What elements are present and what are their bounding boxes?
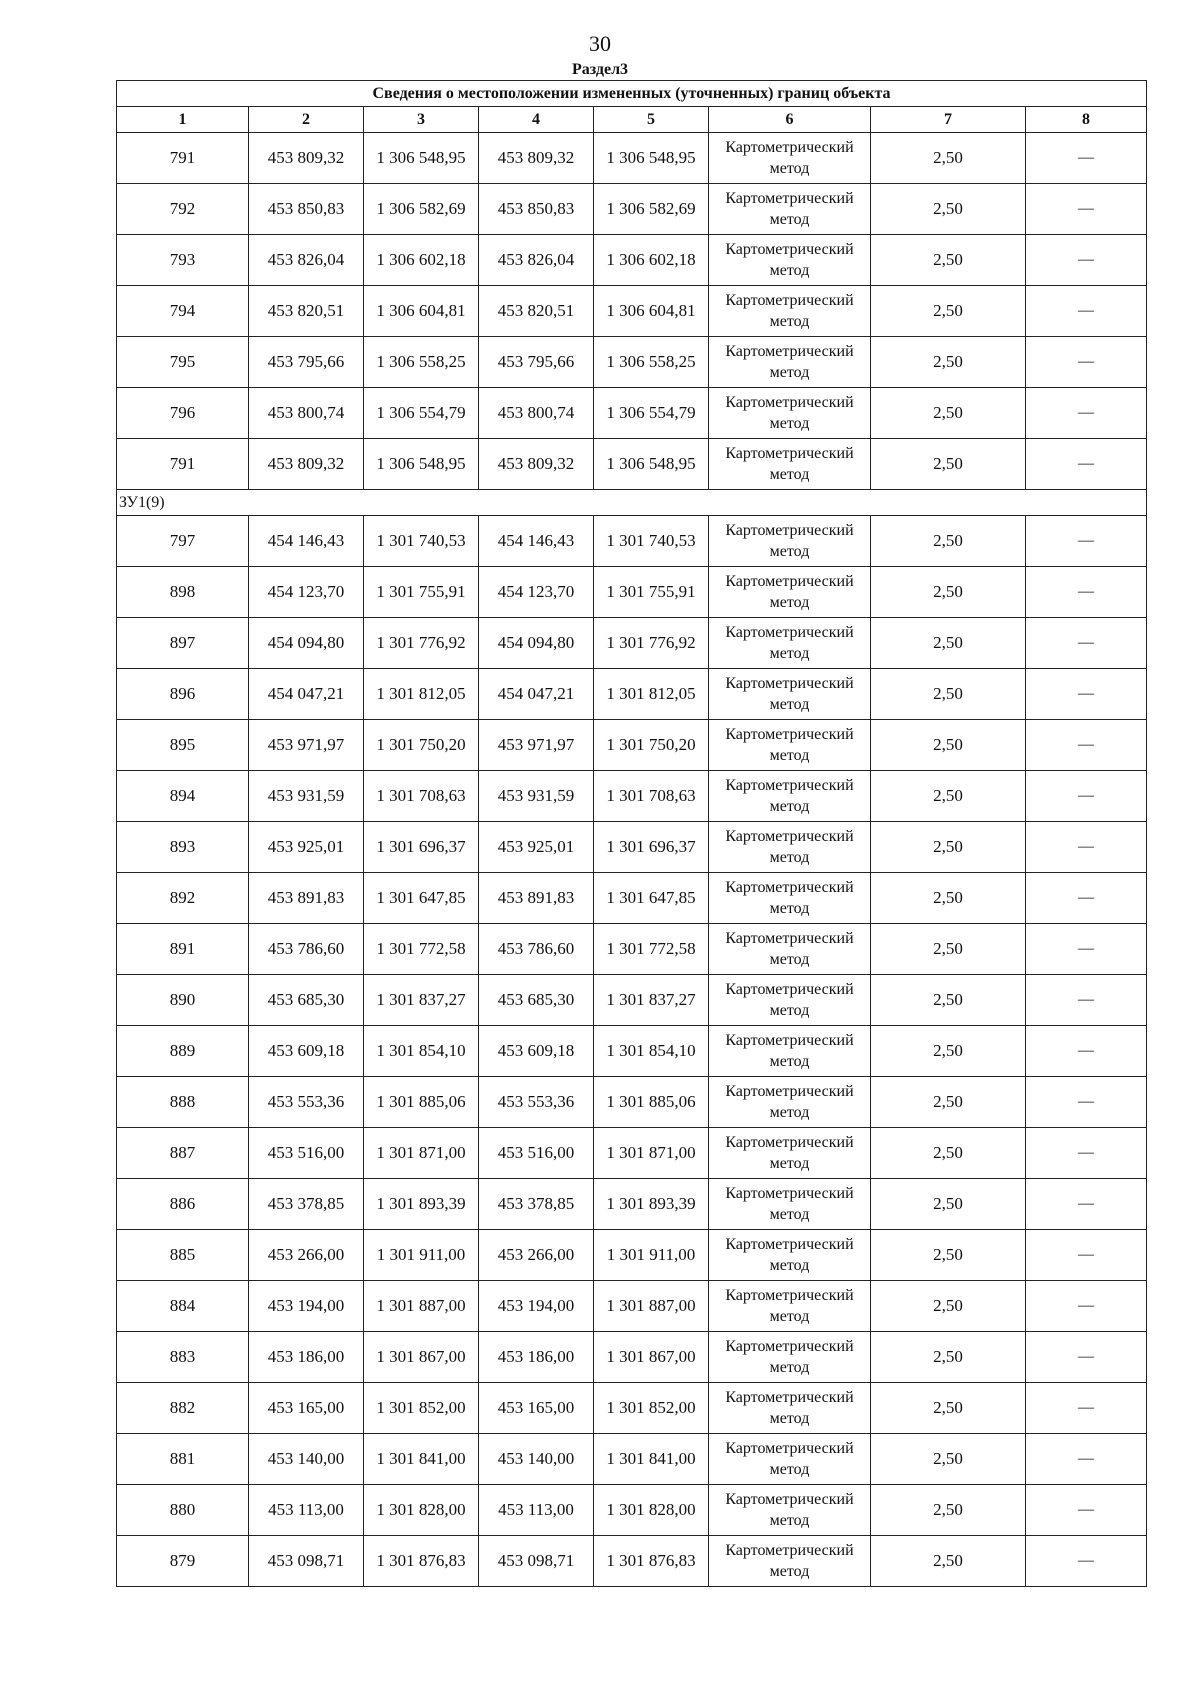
method: Картометрический метод [709,1485,871,1536]
point-number: 885 [117,1230,249,1281]
x-coordinate-new: 453 553,36 [479,1077,594,1128]
accuracy: 2,50 [871,1281,1026,1332]
table-row [117,1281,1147,1332]
method: Картометрический метод [709,1230,871,1281]
column-number: 1 [117,107,249,133]
x-coordinate-new: 454 146,43 [479,516,594,567]
accuracy: 2,50 [871,1485,1026,1536]
table-row [117,924,1147,975]
description: — [1026,235,1147,286]
y-coordinate-new: 1 301 750,20 [594,720,709,771]
table-row [117,1485,1147,1536]
x-coordinate-new: 453 786,60 [479,924,594,975]
x-coordinate-existing: 453 800,74 [249,388,364,439]
y-coordinate-new: 1 306 548,95 [594,439,709,490]
method: Картометрический метод [709,337,871,388]
accuracy: 2,50 [871,720,1026,771]
column-number: 8 [1026,107,1147,133]
x-coordinate-existing: 453 971,97 [249,720,364,771]
y-coordinate-new: 1 301 828,00 [594,1485,709,1536]
point-number: 795 [117,337,249,388]
y-coordinate-existing: 1 301 852,00 [364,1383,479,1434]
x-coordinate-existing: 453 113,00 [249,1485,364,1536]
accuracy: 2,50 [871,1128,1026,1179]
description: — [1026,1230,1147,1281]
column-number: 6 [709,107,871,133]
y-coordinate-existing: 1 301 893,39 [364,1179,479,1230]
accuracy: 2,50 [871,337,1026,388]
method: Картометрический метод [709,1179,871,1230]
x-coordinate-existing: 453 165,00 [249,1383,364,1434]
y-coordinate-existing: 1 301 772,58 [364,924,479,975]
point-number: 791 [117,133,249,184]
accuracy: 2,50 [871,516,1026,567]
column-number-row [117,107,1147,133]
accuracy: 2,50 [871,669,1026,720]
accuracy: 2,50 [871,1179,1026,1230]
x-coordinate-existing: 453 378,85 [249,1179,364,1230]
y-coordinate-new: 1 301 885,06 [594,1077,709,1128]
x-coordinate-new: 453 685,30 [479,975,594,1026]
method: Картометрический метод [709,771,871,822]
y-coordinate-new: 1 306 604,81 [594,286,709,337]
description: — [1026,184,1147,235]
x-coordinate-new: 453 826,04 [479,235,594,286]
y-coordinate-existing: 1 301 885,06 [364,1077,479,1128]
point-number: 794 [117,286,249,337]
y-coordinate-existing: 1 306 548,95 [364,133,479,184]
x-coordinate-existing: 453 809,32 [249,439,364,490]
accuracy: 2,50 [871,235,1026,286]
y-coordinate-existing: 1 301 911,00 [364,1230,479,1281]
y-coordinate-new: 1 301 911,00 [594,1230,709,1281]
x-coordinate-new: 453 820,51 [479,286,594,337]
y-coordinate-existing: 1 301 871,00 [364,1128,479,1179]
y-coordinate-existing: 1 306 582,69 [364,184,479,235]
section-title: Раздел3 [571,61,629,78]
x-coordinate-existing: 453 795,66 [249,337,364,388]
x-coordinate-new: 453 800,74 [479,388,594,439]
y-coordinate-new: 1 301 876,83 [594,1536,709,1587]
description: — [1026,975,1147,1026]
accuracy: 2,50 [871,439,1026,490]
accuracy: 2,50 [871,618,1026,669]
x-coordinate-new: 453 266,00 [479,1230,594,1281]
y-coordinate-new: 1 301 772,58 [594,924,709,975]
x-coordinate-new: 453 113,00 [479,1485,594,1536]
y-coordinate-new: 1 306 558,25 [594,337,709,388]
description: — [1026,133,1147,184]
point-number: 791 [117,439,249,490]
description: — [1026,1485,1147,1536]
description: — [1026,439,1147,490]
point-number: 895 [117,720,249,771]
description: — [1026,1026,1147,1077]
x-coordinate-new: 453 971,97 [479,720,594,771]
table-row [117,822,1147,873]
description: — [1026,771,1147,822]
x-coordinate-existing: 454 146,43 [249,516,364,567]
method: Картометрический метод [709,1434,871,1485]
accuracy: 2,50 [871,388,1026,439]
y-coordinate-new: 1 301 696,37 [594,822,709,873]
table-row [117,1434,1147,1485]
table-row [117,1077,1147,1128]
y-coordinate-new: 1 306 554,79 [594,388,709,439]
description: — [1026,1383,1147,1434]
y-coordinate-existing: 1 301 867,00 [364,1332,479,1383]
table-row [117,1128,1147,1179]
method: Картометрический метод [709,822,871,873]
table-row [117,567,1147,618]
x-coordinate-existing: 453 850,83 [249,184,364,235]
x-coordinate-new: 454 047,21 [479,669,594,720]
y-coordinate-existing: 1 301 887,00 [364,1281,479,1332]
x-coordinate-existing: 454 123,70 [249,567,364,618]
x-coordinate-new: 453 516,00 [479,1128,594,1179]
method: Картометрический метод [709,924,871,975]
point-number: 884 [117,1281,249,1332]
x-coordinate-existing: 453 826,04 [249,235,364,286]
method: Картометрический метод [709,1383,871,1434]
y-coordinate-new: 1 306 602,18 [594,235,709,286]
x-coordinate-new: 453 186,00 [479,1332,594,1383]
x-coordinate-new: 453 194,00 [479,1281,594,1332]
point-number: 891 [117,924,249,975]
y-coordinate-existing: 1 301 812,05 [364,669,479,720]
description: — [1026,720,1147,771]
y-coordinate-new: 1 301 852,00 [594,1383,709,1434]
method: Картометрический метод [709,235,871,286]
description: — [1026,1281,1147,1332]
column-number: 2 [249,107,364,133]
x-coordinate-existing: 453 266,00 [249,1230,364,1281]
x-coordinate-new: 454 123,70 [479,567,594,618]
point-number: 793 [117,235,249,286]
x-coordinate-existing: 453 809,32 [249,133,364,184]
x-coordinate-existing: 453 891,83 [249,873,364,924]
point-number: 883 [117,1332,249,1383]
table-row [117,873,1147,924]
method: Картометрический метод [709,975,871,1026]
x-coordinate-existing: 453 685,30 [249,975,364,1026]
method: Картометрический метод [709,1536,871,1587]
y-coordinate-existing: 1 301 837,27 [364,975,479,1026]
accuracy: 2,50 [871,1332,1026,1383]
y-coordinate-existing: 1 301 696,37 [364,822,479,873]
table-body [117,81,1147,1587]
accuracy: 2,50 [871,1536,1026,1587]
column-number: 5 [594,107,709,133]
description: — [1026,567,1147,618]
table-row [117,1230,1147,1281]
point-number: 879 [117,1536,249,1587]
x-coordinate-existing: 453 186,00 [249,1332,364,1383]
table-row [117,1026,1147,1077]
point-number: 897 [117,618,249,669]
method: Картометрический метод [709,286,871,337]
description: — [1026,1536,1147,1587]
y-coordinate-existing: 1 301 828,00 [364,1485,479,1536]
x-coordinate-new: 453 795,66 [479,337,594,388]
x-coordinate-new: 453 378,85 [479,1179,594,1230]
y-coordinate-existing: 1 306 602,18 [364,235,479,286]
y-coordinate-existing: 1 301 750,20 [364,720,479,771]
point-number: 896 [117,669,249,720]
x-coordinate-existing: 453 140,00 [249,1434,364,1485]
accuracy: 2,50 [871,924,1026,975]
description: — [1026,669,1147,720]
method: Картометрический метод [709,1128,871,1179]
x-coordinate-new: 453 609,18 [479,1026,594,1077]
method: Картометрический метод [709,720,871,771]
y-coordinate-existing: 1 301 876,83 [364,1536,479,1587]
y-coordinate-existing: 1 301 841,00 [364,1434,479,1485]
table-row [117,388,1147,439]
y-coordinate-existing: 1 301 740,53 [364,516,479,567]
table-row [117,1536,1147,1587]
coordinates-table [116,80,1147,1587]
accuracy: 2,50 [871,184,1026,235]
accuracy: 2,50 [871,1383,1026,1434]
table-caption: Сведения о местоположении измененных (уточненных) границ объекта [117,81,1147,107]
point-number: 880 [117,1485,249,1536]
method: Картометрический метод [709,567,871,618]
accuracy: 2,50 [871,286,1026,337]
accuracy: 2,50 [871,1077,1026,1128]
description: — [1026,337,1147,388]
description: — [1026,924,1147,975]
group-label: ЗУ1(9) [117,490,1147,516]
table-row [117,235,1147,286]
y-coordinate-new: 1 301 841,00 [594,1434,709,1485]
column-number: 4 [479,107,594,133]
y-coordinate-new: 1 306 548,95 [594,133,709,184]
accuracy: 2,50 [871,1026,1026,1077]
x-coordinate-existing: 454 094,80 [249,618,364,669]
accuracy: 2,50 [871,567,1026,618]
y-coordinate-existing: 1 301 854,10 [364,1026,479,1077]
x-coordinate-new: 453 931,59 [479,771,594,822]
table-row [117,618,1147,669]
x-coordinate-new: 453 098,71 [479,1536,594,1587]
method: Картометрический метод [709,1281,871,1332]
x-coordinate-new: 453 850,83 [479,184,594,235]
table-row [117,669,1147,720]
method: Картометрический метод [709,873,871,924]
y-coordinate-new: 1 301 837,27 [594,975,709,1026]
point-number: 792 [117,184,249,235]
point-number: 886 [117,1179,249,1230]
y-coordinate-existing: 1 306 554,79 [364,388,479,439]
description: — [1026,1077,1147,1128]
table-row [117,337,1147,388]
accuracy: 2,50 [871,873,1026,924]
group-label-row [117,490,1147,516]
x-coordinate-new: 453 165,00 [479,1383,594,1434]
table-row [117,439,1147,490]
accuracy: 2,50 [871,1230,1026,1281]
x-coordinate-new: 453 140,00 [479,1434,594,1485]
table-row [117,286,1147,337]
x-coordinate-existing: 453 516,00 [249,1128,364,1179]
description: — [1026,286,1147,337]
x-coordinate-existing: 453 820,51 [249,286,364,337]
point-number: 797 [117,516,249,567]
method: Картометрический метод [709,1026,871,1077]
accuracy: 2,50 [871,771,1026,822]
y-coordinate-existing: 1 306 604,81 [364,286,479,337]
y-coordinate-new: 1 301 867,00 [594,1332,709,1383]
y-coordinate-existing: 1 301 776,92 [364,618,479,669]
table-row [117,1179,1147,1230]
y-coordinate-new: 1 301 776,92 [594,618,709,669]
y-coordinate-new: 1 301 854,10 [594,1026,709,1077]
description: — [1026,388,1147,439]
x-coordinate-existing: 453 098,71 [249,1536,364,1587]
table-row [117,1383,1147,1434]
point-number: 888 [117,1077,249,1128]
y-coordinate-existing: 1 301 647,85 [364,873,479,924]
point-number: 882 [117,1383,249,1434]
point-number: 889 [117,1026,249,1077]
column-number: 7 [871,107,1026,133]
y-coordinate-new: 1 301 893,39 [594,1179,709,1230]
method: Картометрический метод [709,618,871,669]
point-number: 898 [117,567,249,618]
method: Картометрический метод [709,669,871,720]
accuracy: 2,50 [871,975,1026,1026]
table-row [117,516,1147,567]
y-coordinate-existing: 1 306 558,25 [364,337,479,388]
table-caption-row [117,81,1147,107]
table-row [117,975,1147,1026]
y-coordinate-existing: 1 301 708,63 [364,771,479,822]
x-coordinate-new: 453 809,32 [479,133,594,184]
method: Картометрический метод [709,1077,871,1128]
table-row [117,133,1147,184]
y-coordinate-new: 1 301 755,91 [594,567,709,618]
table-row [117,720,1147,771]
point-number: 892 [117,873,249,924]
description: — [1026,516,1147,567]
y-coordinate-new: 1 301 871,00 [594,1128,709,1179]
y-coordinate-new: 1 301 708,63 [594,771,709,822]
description: — [1026,1128,1147,1179]
x-coordinate-existing: 453 786,60 [249,924,364,975]
page-number: 30 [589,31,611,56]
method: Картометрический метод [709,516,871,567]
accuracy: 2,50 [871,822,1026,873]
x-coordinate-existing: 454 047,21 [249,669,364,720]
point-number: 890 [117,975,249,1026]
y-coordinate-new: 1 301 812,05 [594,669,709,720]
x-coordinate-existing: 453 194,00 [249,1281,364,1332]
table-row [117,184,1147,235]
y-coordinate-new: 1 301 740,53 [594,516,709,567]
point-number: 893 [117,822,249,873]
method: Картометрический метод [709,439,871,490]
y-coordinate-existing: 1 306 548,95 [364,439,479,490]
description: — [1026,1332,1147,1383]
method: Картометрический метод [709,388,871,439]
method: Картометрический метод [709,1332,871,1383]
x-coordinate-new: 454 094,80 [479,618,594,669]
description: — [1026,822,1147,873]
description: — [1026,873,1147,924]
method: Картометрический метод [709,184,871,235]
x-coordinate-existing: 453 553,36 [249,1077,364,1128]
x-coordinate-existing: 453 931,59 [249,771,364,822]
point-number: 894 [117,771,249,822]
y-coordinate-new: 1 306 582,69 [594,184,709,235]
y-coordinate-existing: 1 301 755,91 [364,567,479,618]
x-coordinate-existing: 453 609,18 [249,1026,364,1077]
description: — [1026,618,1147,669]
point-number: 881 [117,1434,249,1485]
x-coordinate-new: 453 925,01 [479,822,594,873]
x-coordinate-new: 453 809,32 [479,439,594,490]
point-number: 887 [117,1128,249,1179]
y-coordinate-new: 1 301 887,00 [594,1281,709,1332]
table-row [117,1332,1147,1383]
x-coordinate-new: 453 891,83 [479,873,594,924]
description: — [1026,1434,1147,1485]
point-number: 796 [117,388,249,439]
accuracy: 2,50 [871,1434,1026,1485]
column-number: 3 [364,107,479,133]
y-coordinate-new: 1 301 647,85 [594,873,709,924]
accuracy: 2,50 [871,133,1026,184]
method: Картометрический метод [709,133,871,184]
description: — [1026,1179,1147,1230]
x-coordinate-existing: 453 925,01 [249,822,364,873]
table-row [117,771,1147,822]
